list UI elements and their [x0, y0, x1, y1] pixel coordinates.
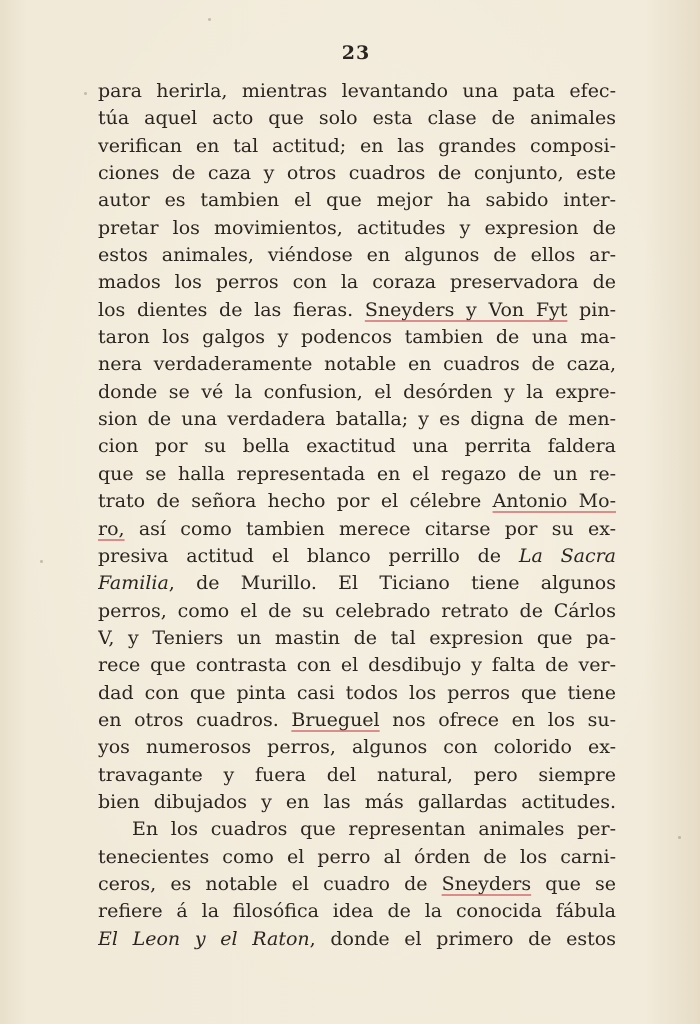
text-line	[98, 242, 616, 269]
text-run: perros, como el de su celebrado retrato de Cárlos	[98, 599, 616, 622]
text-run: presiva actitud el blanco perrillo de	[98, 544, 519, 567]
text-line	[98, 789, 616, 816]
text-line	[98, 78, 616, 105]
text-run: pin-	[567, 298, 616, 321]
text-run: ciones de caza y otros cuadros de conjunto, este	[98, 162, 616, 185]
text-line	[98, 816, 616, 843]
text-run: taron los galgos y podencos tambien de una ma-	[98, 326, 616, 349]
text-run: , de Murillo. El Ticiano tiene algunos	[168, 572, 616, 595]
text-run: bien dibujados y en las más gallardas actitudes.	[98, 790, 616, 813]
text-line	[98, 625, 616, 652]
text-line	[98, 926, 616, 953]
text-run: sion de una verdadera batalla; y es digna de men-	[98, 408, 616, 431]
text-run: estos animales, viéndose en algunos de ellos ar-	[98, 244, 616, 267]
text-run: V, y Teniers un mastin de tal expresion que pa-	[98, 626, 616, 649]
text-line	[98, 898, 616, 925]
body-text	[98, 78, 616, 953]
underlined-name: ro,	[98, 517, 125, 540]
underlined-name: Brueguel	[291, 708, 380, 731]
text-line	[98, 160, 616, 187]
text-run: rece que contrasta con el desdibujo y falta de ver-	[98, 654, 616, 677]
text-run: que se	[531, 872, 616, 895]
text-run: , donde el primero de estos	[309, 927, 616, 950]
paper-speck	[40, 560, 43, 563]
text-line	[98, 652, 616, 679]
page-number: 23	[341, 42, 371, 64]
text-run: en otros cuadros.	[98, 708, 292, 731]
text-run: cion por su bella exactitud una perrita faldera	[98, 435, 616, 458]
italic-text: Familia	[98, 572, 169, 595]
text-run: dad con que pinta casi todos los perros que tiene	[98, 681, 616, 704]
underlined-name: Sneyders	[441, 872, 532, 895]
text-run: pretar los movimientos, actitudes y expresion de	[98, 216, 616, 239]
text-line	[98, 516, 616, 543]
text-line	[98, 379, 616, 406]
text-run: En los cuadros que representan animales per-	[132, 818, 616, 841]
text-line	[98, 187, 616, 214]
text-run: yos numerosos perros, algunos con colorido ex-	[98, 736, 616, 759]
text-run: autor es tambien el que mejor ha sabido inter-	[98, 189, 616, 212]
paper-speck	[678, 836, 681, 839]
text-line	[98, 543, 616, 570]
text-line	[98, 707, 616, 734]
text-line	[98, 734, 616, 761]
text-line	[98, 269, 616, 296]
text-line	[98, 488, 616, 515]
text-run: nera verdaderamente notable en cuadros de caza,	[98, 353, 616, 376]
text-line	[98, 133, 616, 160]
italic-text: La Sacra	[518, 544, 616, 567]
text-run: para herirla, mientras levantando una pata efec-	[98, 80, 616, 102]
text-line	[98, 762, 616, 789]
text-run: nos ofrece en los su-	[379, 708, 616, 731]
italic-text: El Leon y el Raton	[98, 927, 310, 950]
text-line	[98, 433, 616, 460]
paper-speck	[84, 92, 87, 95]
text-line	[98, 844, 616, 871]
text-run: travagante y fuera del natural, pero siempre	[98, 763, 616, 786]
text-run: que se halla representada en el regazo de un re-	[98, 462, 616, 485]
text-line	[98, 871, 616, 898]
text-line	[98, 351, 616, 378]
text-run: verifican en tal actitud; en las grandes composi-	[98, 134, 616, 157]
text-run: tenecientes como el perro al órden de los carni-	[98, 845, 616, 868]
text-line	[98, 570, 616, 597]
text-run: túa aquel acto que solo esta clase de animales	[98, 107, 616, 130]
text-run: trato de señora hecho por el célebre	[98, 490, 493, 513]
text-line	[98, 105, 616, 132]
text-line	[98, 461, 616, 488]
underlined-name: Antonio Mo-	[492, 490, 616, 513]
underlined-name: Sneyders y Von Fyt	[364, 298, 568, 321]
text-line	[98, 406, 616, 433]
text-line	[98, 324, 616, 351]
text-run: mados los perros con la coraza preservadora de	[98, 271, 616, 294]
text-run: refiere á la filosófica idea de la conocida fábula	[98, 900, 616, 923]
paper-speck	[208, 18, 211, 21]
text-run: donde se vé la confusion, el desórden y la expre-	[98, 380, 616, 403]
text-line	[98, 680, 616, 707]
text-run: ceros, es notable el cuadro de	[98, 872, 442, 895]
text-run: así como tambien merece citarse por su ex-	[124, 517, 616, 540]
text-line	[98, 215, 616, 242]
text-run: los dientes de las fieras.	[98, 298, 365, 321]
text-line	[98, 297, 616, 324]
text-line	[98, 598, 616, 625]
